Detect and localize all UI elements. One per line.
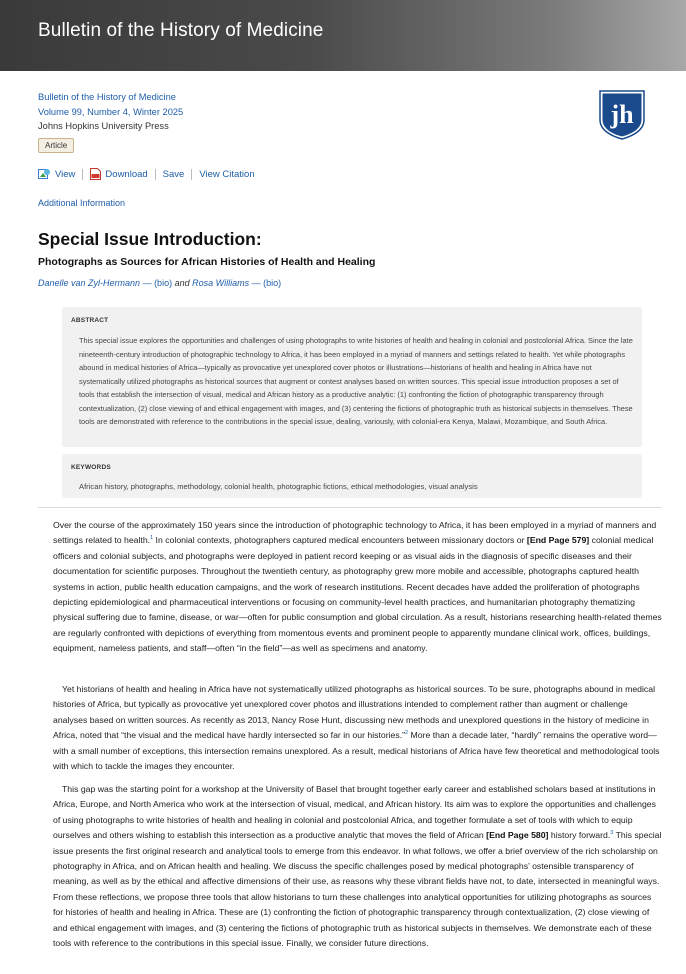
article-actions xyxy=(38,167,255,181)
view-citation-button[interactable]: View Citation xyxy=(199,168,255,180)
para-3-text-c: This special issue presents the first original research and analytical tools to emerge from this endeavor. In what follows, we offer a brief overview of the rich scholarship on photography in Africa, and on African health and healing. We discuss the specific challenges posed by medical photographs’ ostensible transparency of meaning, as well as by the ethical and affective dimensions of their use, as reasons why these vibrant fields have not, to date, intersected in meaningful ways. From these reflections, we propose three tools that allow historians to turn these challenges into analytical opportunities for utilizing photographs as sources for histories of health and healing in Africa. These are (1) confronting the fiction of photographic transparency through contextualization, (2) close viewing of and ethical engagement with images, and (3) centering the fictions of photographic truth as historical subjects in themselves. We demonstrate each of these tools with reference to the contributions in this special issue. Finally, we consider future directions. xyxy=(53,830,662,949)
abstract-section xyxy=(62,307,642,447)
page-marker-579: [End Page 579] xyxy=(526,535,590,546)
article-meta xyxy=(38,90,183,134)
para-3-text-b: history forward. xyxy=(548,830,611,841)
author-link-1[interactable]: Danelle van Zyl-Hermann xyxy=(38,278,141,288)
article-title: Special Issue Introduction: xyxy=(38,229,262,249)
pdf-icon xyxy=(90,168,101,180)
footnote-ref-3[interactable]: 3 xyxy=(610,830,614,837)
body-paragraph-2 xyxy=(53,682,663,774)
banner-journal-title[interactable]: Bulletin of the History of Medicine xyxy=(38,20,324,41)
para-1-text-b: In colonial contexts, photographers captured medical encounters between missionary doctors or xyxy=(153,535,527,546)
keywords-text: African history, photographs, methodology, colonial health, photographic fictions, ethical methodologies, visual analysis xyxy=(79,482,478,491)
view-icon xyxy=(38,168,51,180)
footnote-ref-2[interactable]: 2 xyxy=(405,730,409,737)
view-label: View xyxy=(55,168,76,180)
issue-link[interactable]: Volume 99, Number 4, Winter 2025 xyxy=(38,106,184,117)
article-type-badge: Article xyxy=(38,138,74,153)
action-divider xyxy=(155,169,156,180)
keywords-section xyxy=(62,454,642,498)
author-bio-link-2[interactable]: — (bio) xyxy=(251,278,282,288)
para-1-text-c: colonial medical officers and colonial subjects, and photographs were deployed in patient record keeping or as visual aids in the diagnosis of specific diseases and their documentation for scientific purposes. Throughout the twentieth century, as photography grew more mobile and accessible, photographs captured health systems in action, public health education campaigns, and the work of research institutions. Recent decades have added the proliferation of photographs depicting epidemiological and pharmaceutical interventions or focusing on community-level health practices, and humanitarian photography thematizing physical suffering due to famine, disease, or war—often for public consumption and global circulation. As a result, historians researching health-related themes are regularly confronted with depictions of everything from momentous events and prominent people to apparently mundane clinical work, offices, buildings, equipment, nameless patients, and staff—often “in the field”—as well as specimens and anatomy. xyxy=(53,535,662,654)
download-button[interactable] xyxy=(90,168,147,180)
abstract-text: This special issue explores the opportunities and challenges of using photographs to write histories of health and healing in colonial and postcolonial Africa. Since the late nineteenth-century introduction of photographic technology to Africa, it has been employed in a myriad of manners and settings related to health. Yet while photographs abound in medical histories of Africa—typically as provocative yet unexplored cover photos or illustrations—historians of health and healing in Africa have not systematically utilized photographs as historical sources that augment or contest analyses based on written sources. This special issue introduction proposes a set of tools that establish the intersection of visual, medical and African history as a productive analytic: (1) confronting the fiction of photographic transparency through contextualization, (2) close viewing of and ethical engagement with images, and (3) centering the fictions of photographic truth as historical subjects in themselves. These tools are demonstrated with reference to the contributions in the special issue, dealing, variously, with colonial-era Kenya, Malawi, Mozambique, and South Africa. xyxy=(79,336,633,426)
para-2-text-a: Yet historians of health and healing in Africa have not systematically utilized photographs as historical sources. To be sure, photographs abound in medical histories of Africa, but typically as provocative yet unexplored cover photos and illustrations intended to complement rather than augment or challenge analyses based on written sources. As recently as 2013, Nancy Rose Hunt, discussing new methods and unexplored questions in the history of medicine in Africa, noted that “the visual and the medical have hardly intersected so far in our histories.” xyxy=(53,684,656,741)
para-3-text-a: This gap was the starting point for a workshop at the University of Basel that brought together early career and established scholars based at institutions in Africa, Europe, and North America who work at the intersection of visual, medical, and African history. Its aim was to explore the opportunities and challenges of using photographs to write histories of health and healing in colonial and postcolonial Africa, and together formulate a set of tools with which to equip ourselves and others wishing to establish this intersection as a productive analytic that moves the field of African xyxy=(53,784,656,841)
view-button[interactable] xyxy=(38,168,75,180)
journal-banner xyxy=(0,0,686,71)
publisher-name: Johns Hopkins University Press xyxy=(38,121,169,132)
body-paragraph-1 xyxy=(53,518,663,657)
article-subtitle: Photographs as Sources for African Histories of Health and Healing xyxy=(38,256,376,268)
author-bio-link-1[interactable]: — (bio) xyxy=(142,278,173,288)
author-line xyxy=(38,278,281,288)
additional-information-link[interactable]: Additional Information xyxy=(38,198,126,208)
keywords-heading: KEYWORDS xyxy=(71,464,111,471)
action-divider xyxy=(82,169,83,180)
save-button[interactable]: Save xyxy=(162,168,185,180)
footnote-ref-1[interactable]: 1 xyxy=(150,535,154,542)
journal-link[interactable]: Bulletin of the History of Medicine xyxy=(38,92,176,102)
action-divider xyxy=(191,169,192,180)
jhu-press-shield-icon[interactable] xyxy=(599,90,645,140)
author-conjunction: and xyxy=(174,278,190,288)
para-2-text-b: More than a decade later, “hardly” remains the operative word—with a small number of exceptions, this intersection remains unexplored. As a result, medical historians of Africa have few theoretical and methodological tools with which to tackle the images they encounter. xyxy=(53,730,660,772)
download-label: Download xyxy=(105,168,148,180)
body-paragraph-3 xyxy=(53,782,663,951)
section-divider xyxy=(38,507,662,508)
page-marker-580: [End Page 580] xyxy=(486,830,549,841)
logo-text: jh xyxy=(610,100,634,129)
para-1-text-a: Over the course of the approximately 150 years since the introduction of photographic technology to Africa, it has been employed in a myriad of manners and settings related to health. xyxy=(53,520,657,546)
abstract-heading: ABSTRACT xyxy=(71,317,109,324)
author-link-2[interactable]: Rosa Williams xyxy=(192,278,250,288)
